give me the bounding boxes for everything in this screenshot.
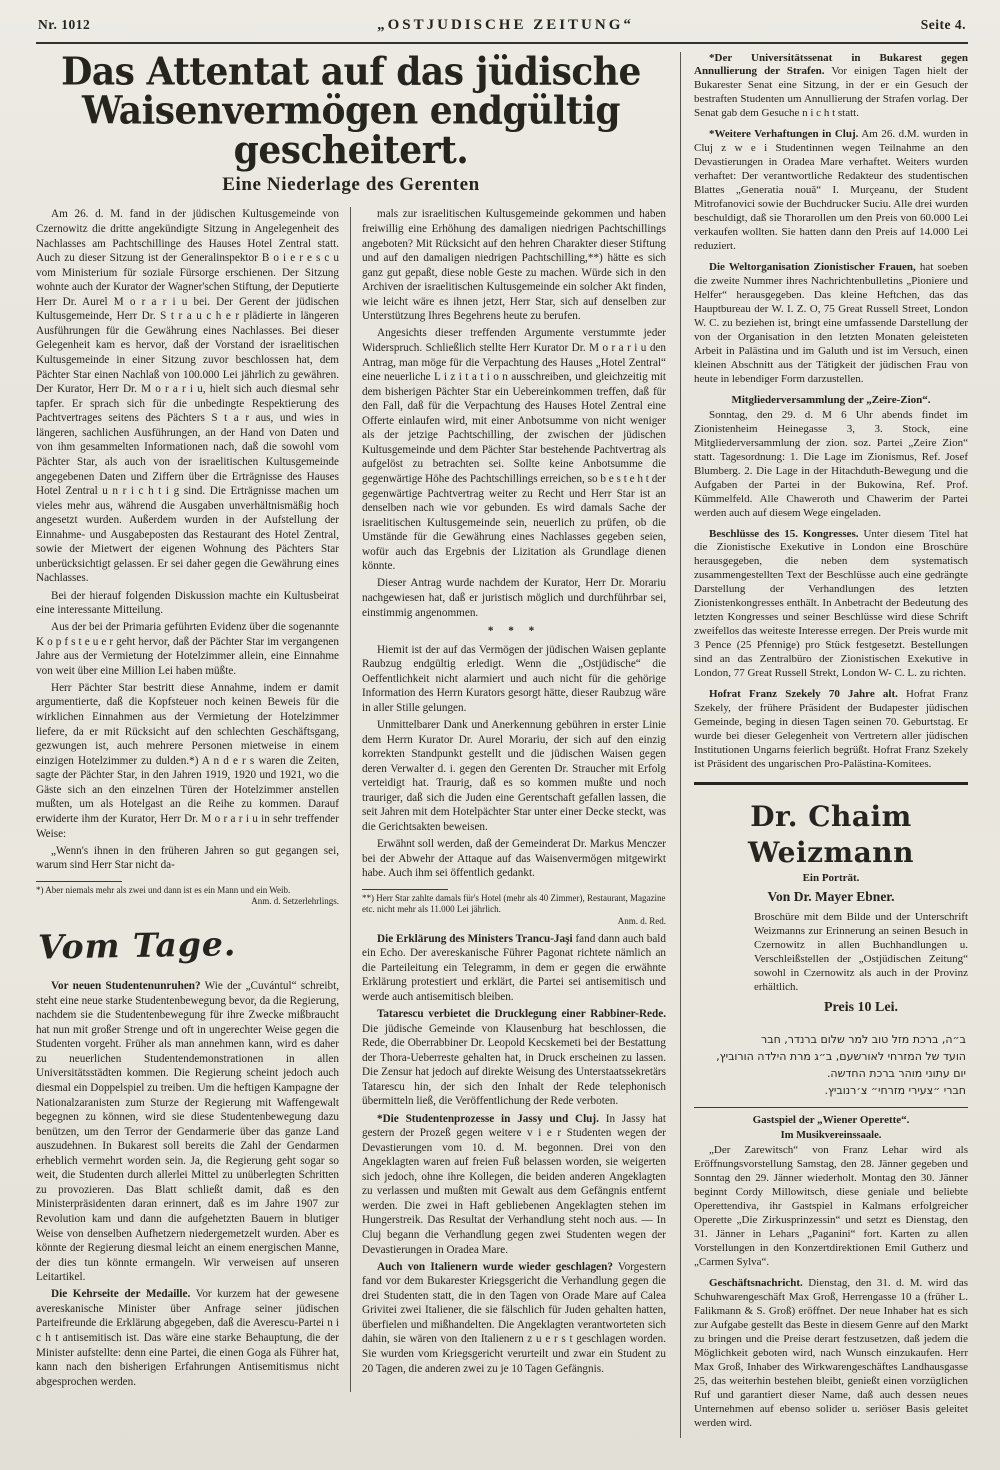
article-body bbox=[694, 128, 968, 254]
news-item bbox=[694, 528, 968, 682]
vom-tage-title: Vom Tage. bbox=[37, 924, 237, 967]
column-2 bbox=[351, 207, 666, 1391]
paragraph-text: Die jüdische Gemeinde von Klausenburg hat beschlossen, die Rede, die Oberrabbiner Dr. Leopold Kecskemeti bei der Bestattung der Thora-Ueberreste gehalten hat, in Druck erscheinen zu lassen. Die Zensur hat jedoch auf direkte Weisung des Unterstaatssekretärs Tatarescu hin, der sich den Inhalt der Rede telephonisch übermitteln ließ, die Veröffentlichung der Rede verboten. bbox=[362, 1022, 666, 1108]
article-lead: *Weitere Verhaftungen in Cluj. bbox=[709, 128, 859, 141]
paragraph-lead: Die Erklärung des Ministers Trancu-Jaşi bbox=[377, 932, 573, 945]
right-column-articles bbox=[694, 52, 968, 772]
sub-headline: Eine Niederlage des Gerenten bbox=[222, 173, 480, 195]
paragraph bbox=[362, 1260, 666, 1377]
main-headline: Das Attentat auf das jüdische Waisenvermögen endgültig gescheitert. bbox=[61, 48, 641, 173]
paragraph bbox=[362, 576, 666, 620]
paragraph-text: Aus der bei der Primaria geführten Evidenz über die sogenannte K o p f s t e u e r geht hervor, daß der Pächter Star im vergangenen Jahre aus der Vermietung der Hotelzimmer allein, eine Einnahme von weit über eine Million Lei haben müßte. bbox=[36, 621, 339, 677]
paragraph-text: Dieser Antrag wurde nachdem der Kurator, Herr Dr. Morariu nachgewiesen hat, daß er juristisch möglich und durchführbar sei, einstimmig angenommen. bbox=[362, 577, 666, 619]
paragraph-text: In Jassy hat gestern der Prozeß gegen weitere v i e r Studenten wegen der Devastierungen vom 10. d. M. begonnen. Drei von den Angeklagten waren auf freien Fuß belassen worden, sie weigerten sich jedoch, ohne ihre Kollegen, die beiden anderen Angeklagten zu verlassen und mußten mit Gewalt aus dem Gefängnis entfernt werden. Die zwei in Haft gebliebenen Angeklagten stehen im Hungerstreik. Das Resultat der Verhandlung steht noch aus. — In Cluj begann die Verhandlung gegen zwei Studenten wegen der Devastierungen in Oradea Mare. bbox=[362, 1112, 666, 1256]
paragraph-lead: Auch von Italienern wurde wieder geschlagen? bbox=[377, 1260, 613, 1273]
page-content bbox=[36, 44, 968, 1438]
footnote-attribution: Anm. d. Red. bbox=[617, 916, 666, 927]
article-body bbox=[694, 261, 968, 387]
paragraph bbox=[362, 932, 666, 1005]
article-lead: Geschäftsnachricht. bbox=[709, 1276, 803, 1289]
news-item bbox=[694, 261, 968, 387]
paragraph-lead: Vor neuen Studentenunruhen? bbox=[51, 980, 201, 992]
footnote-col1 bbox=[36, 881, 339, 908]
ad-body: Broschüre mit dem Bilde und der Unterschrift Weizmanns zur Erinnerung an seinen Besuch in Czernowitz in allen Buchhandlungen u. Verschleißstellen der „Ostjüdischen Zeitung“ sowohl in Czernowitz als auch in der Provinz erhältlich. bbox=[754, 911, 968, 994]
article-body bbox=[694, 528, 968, 682]
column-1 bbox=[36, 207, 351, 1391]
ad-title: Dr. Chaim Weizmann bbox=[748, 799, 914, 869]
paragraph-text: Angesichts dieser treffenden Argumente verstummte jeder Widerspruch. Schließlich stellte Herr Kurator Dr. M o r a r i u den Antrag, man möge für die Verpachtung des Hauses „Hotel Zentral“ eine neuerliche L i z i t a t i o n ausschreiben, und gleichzeitig mit dem bisherigen Pächter Star ein Uebereinkommen treffen, daß für den Fall, daß für die Verpachtung des Hauses Hotel Zentral eine Offerte einlaufen wird, mit einer Anbotsumme von nicht weniger als der jetzige Pachtschilling, der zwischen der jüdischen Kultusgemeinde und dem Pächter Star bestehende Pachtvertrag als aufgelöst zu betrachten sei. Sollte keine Anbotsumme die gegenwärtige Höhe des Pachtschillings erreichen, so b e s t e h t der gegenwärtige Pachtvertrag weiter zu Recht und Herr Star ist an denselben nach wie vor gebunden. Es wird damals Sache der israelitischen Kultusgemeinde sein, neuerlich zu prüfen, ob die Umstände für die Gewährung eines Nachlasses gegeben seien, wofür auch das Ergebnis der Lizitation als Grundlage dienen könnte. bbox=[362, 327, 666, 573]
article-text: hat soeben die zweite Nummer ihres Nachrichtenbulletins „Pioniere und Helfer“ herausgegeben. Das kleine Heftchen, das das Hauptbureau der W. I. Z. O, 75 Great Russell Street, London W. C. zu beziehen ist, bringt eine umfassende Darstellung der von der Organisation in den letzten Monaten geleisteten Arbeit in Palästina und im Galuth und ist im Versuch, einen kleinen Abschnitt aus der Tätigkeit der jüdischen Frau von heute in lebendiger Form darzustellen. bbox=[694, 261, 968, 385]
article-text: „Der Zarewitsch“ von Franz Lehar wird als Eröffnungsvorstellung Samstag, den 28. Jänner gegeben und Sonntag den 29. Jänner wiederholt. Montag den 30. Jänner beginnt Cordy Millowitsch, diese geniale und beliebte Operettendiva, ihr Gastspiel in Kalmans erfolgreicher Operette „Die Zirkusprinzessin“ und setzt es Dienstag, den 31. Jänner in Lehars „Paganini“ fort. Karten zu allen Vorstellungen in den Konzertdirektionen Emil Gutherz und „Carmen Sylva“. bbox=[694, 1144, 968, 1268]
paragraph bbox=[36, 681, 339, 841]
right-column-bottom-articles bbox=[694, 1114, 968, 1431]
article-text: Am 26. d.M. wurden in Cluj z w e i Studentinnen wegen Teilnahme an den Devastierungen in Oradea Mare verhaftet. Weiters wurden verhaftet: Der verantwortliche Redakteur des studentischen Blattes „Generatia nouă“ I. Murçeanu, der Student Mitrofanovici sowie der Buchdrucker Suciu. Alle drei wurden beschuldigt, daß sie Thorarollen um den Preis von 60.000 Lei verkaufen wollten. Sie hatten dann den Preis auf 14.000 Lei reduziert. bbox=[694, 128, 968, 253]
paragraph bbox=[36, 620, 339, 678]
article-text: Hofrat Franz Szekely, der frühere Präsident der Budapester jüdischen Gemeinde, beging in diesen Tagen seinen 70. Geburtstag. Er wurde bei dieser Gelegenheit von Vertretern aller jüdischen Institutionen Ungarns feierlich begrüßt. Hofrat Franz Szekely ist Präsident des ungarischen Pro-Palästina-Komitees. bbox=[694, 688, 968, 770]
paragraph-text: Am 26. d. M. fand in der jüdischen Kultusgemeinde von Czernowitz die dritte angekündigte Sitzung in Angelegenheit des Nachlasses am Pachtschillinge des Hauses Hotel Zentral statt. Auch zu dieser Sitzung ist der Generalinspektor B o i e r e s c u vom Ministerium für soziale Fürsorge erschienen. Der Sitzung wohnte auch der Kurator der Wagner'schen Stiftung, der Deputierte Herr Dr. Aurel M o r a r i u bei. Der Gerent der jüdischen Kultusgemeinde, Herr Dr. S t r a u c h e r plädierte in längeren Ausführungen für die Gewährung eines Nachlasses. Bei dieser Gelegenheit kam es hervor, daß der Vorstand der israelitischen Kultusgemeinde in einer Sitzung zuvor beschlossen hat, dem Pächter Star einen Nachlaß von 100.000 Lei jährlich zu gewähren. Der Kurator, Herr Dr. M o r a r i u, hielt sich auch diesmal sehr tapfer. Er sprach sich für die unbedingte Respektierung des Pachtvertrages seitens des Pächters S t a r aus, und wies in längeren, sachlichen Ausführungen, an der Hand von Daten und von ihm gesammelten Informationen nach, daß die sowohl vom Pächter Star, als auch von der israelitischen Kultusgemeinde angegebenen Daten und Ziffern über die Erträgnisse des Hauses Hotel Zentral u n r i c h t i g sind. Die Erträgnisse machen um vieles mehr aus, während die Ausgaben unverhältnismäßig hoch angesetzt wurden. Außerdem wurden in der Aufstellung der Einnahme- und Ausgabeposten das Restaurant des Hotel Zentral, sowie der Mietwert der eigenen Wohnung des Pächters Star unberücksichtigt gelassen. Er sei daher gegen die Gewährung eines Nachlasses. bbox=[36, 208, 339, 585]
paragraph bbox=[36, 844, 339, 873]
article-lead: Beschlüsse des 15. Kongresses. bbox=[709, 527, 859, 540]
paragraph-text: Unmittelbarer Dank und Anerkennung gebühren in erster Linie dem Herrn Kurator Dr. Aurel Morariu, der sich auf den einzig korrekten Standpunkt gestellt und die jüdischen Waisen gegen deren Verwalter d. i. gegen den Gerenten Dr. Straucher mit Erfolg verteidigt hat. Traurig, daß es so kommen mußte und noch trauriger, daß sich die Juden eine Gerentschaft gefallen lassen, die seit Jahren mit dem Hotelpächter Star unter einer Decke steckt, was die Gerichtsakten beweisen. bbox=[362, 719, 666, 833]
news-item bbox=[694, 128, 968, 254]
article-lead: Hofrat Franz Szekely 70 Jahre alt. bbox=[709, 688, 898, 701]
paragraph bbox=[362, 1112, 666, 1258]
paragraph bbox=[362, 837, 666, 881]
footnote-text: **) Herr Star zahlte damals für's Hotel (mehr als 40 Zimmer), Restaurant, Magazine etc. nicht mehr als 11.000 Lei jährlich. bbox=[362, 892, 666, 915]
paragraph-text: Hiemit ist der auf das Vermögen der jüdischen Waisen geplante Raubzug endgültig erledigt. Wenn die „Ostjüdische“ die Oeffentlichkeit nicht alarmiert und auch nicht für die gehörige Information des Herrn Kurators gesorgt hätte, dieser Raubzug wäre in aller Stille gelungen. bbox=[362, 643, 666, 714]
news-item bbox=[694, 394, 968, 521]
paragraph bbox=[362, 624, 666, 639]
article-body bbox=[694, 1144, 968, 1270]
paragraph-text: fand dann auch bald ein Echo. Der avereskanische Führer Pagonat richtete nämlich an die Parteileitung ein Telegramm, in dem er gegen die erwähnte Erklärung protestiert und erklärt, die Partei sei antisemitisch und werde auch antisemitisch bleiben. bbox=[362, 932, 666, 1004]
article-body bbox=[694, 409, 968, 521]
paragraph bbox=[36, 1287, 339, 1389]
paragraph-text: Herr Pächter Star bestritt diese Annahme, indem er damit argumentierte, daß die Kopfsteuer noch keinen Beweis für die wirklichen Einnahmen aus der Vermietung der Hotelzimmer liefere, da er mit Rücksicht auf den schlechten Geschäftsgang, gezwungen ist, auch mehrere Personen mietweise in einem einzigen Hotelzimmer zu dulden.*) A n d e r s waren die Zeiten, sagte der Pächter Star, in den Jahren 1919, 1920 und 1921, wo die Gäste sich an den einzelnen Türen der Hotelzimmer anstellen mußten, um als Hotelgast an die Reihe zu kommen. Darauf erwiderte ihm der Kurator, Herr Dr. M o r a r i u in sehr treffender Weise: bbox=[36, 681, 339, 840]
article-text: Dienstag, den 31. d. M. wird das Schuhwarengeschäft Max Groß, Herrengasse 10 a (früher L. Falikmann & S. Groß) eröffnet. Der neue Inhaber hat es sich zur Aufgabe gestellt das Beste in diesem Genre auf den Markt zu bringen und die Preise derart festzusetzen, daß jedem die Möglichkeit geboten wird, nach Wunsch einzukaufen. Herr Max Groß, Inhaber des Wirkwarengeschäftes Landhausgasse 25, das weiterhin bestehen bleibt, genießt einen vorzüglichen Ruf und garantiert dieser Name, daß auch dessen neues Unternehmen auf ebenso solider u. seriöser Basis geleitet werden wird. bbox=[694, 1276, 968, 1429]
paragraph-text: „Wenn's ihnen in den früheren Jahren so gut gegangen sei, warum sind Herr Star nicht da- bbox=[36, 844, 339, 872]
article-heading: Mitgliederversammlung der „Zeire-Zion“. bbox=[731, 393, 931, 406]
paragraph-lead: *Die Studentenprozesse in Jassy und Cluj. bbox=[377, 1112, 599, 1125]
news-item bbox=[694, 1277, 968, 1431]
two-column-body bbox=[36, 207, 666, 1391]
article-lead: *Der Universitätssenat in Bukarest gegen Annullierung der Strafen. bbox=[694, 51, 968, 78]
hebrew-line: חברי ״צעירי מזרחי״ צ׳רנוביץ. bbox=[824, 1083, 966, 1097]
hebrew-line: הועד של המזרחי לאורשעם, ב״ג מרת הילדה הורוביץ, bbox=[716, 1049, 966, 1063]
ad-price: Preis 10 Lei. bbox=[823, 999, 898, 1015]
paper-title: „OSTJUDISCHE ZEITUNG“ bbox=[377, 17, 634, 33]
news-item bbox=[694, 688, 968, 772]
masthead bbox=[36, 14, 968, 44]
ad-author: Von Dr. Mayer Ebner. bbox=[767, 889, 895, 905]
page-number: Seite 4. bbox=[920, 17, 966, 32]
paragraph-lead: Tatarescu verbietet die Drucklegung einer Rabbiner-Rede. bbox=[377, 1008, 666, 1021]
paragraph bbox=[362, 1007, 666, 1109]
paragraph-text: mals zur israelitischen Kultusgemeinde gekommen und haben freiwillig eine Erhöhung des damaligen niedrigen Pachtschillings angeboten? Mit Rücksicht auf den hehren Charakter dieser Stiftung und auf den damaligen niedrigen Pachtschilling,**) hätte es sich ganz gut gepaßt, diese noble Geste zu machen. Würde sich in den Archiven der israelitischen Kultusgemeinde ein solcher Akt finden, wie leicht wäre es ihnen jetzt, Herr Star, sich auf denselben zur Unterstützung Ihres Begehrens heute zu berufen. bbox=[362, 208, 666, 323]
article-body bbox=[694, 52, 968, 122]
article-text: Unter diesem Titel hat die Zionistische Exekutive in London eine Broschüre herausgegeben, die neben dem systematisch zusammengestellten Text der Beschlüsse auch eine gedrängte Darstellung der Verhandlungen des letzten Zionistenkongresses enthält. In Anbetracht der Bedeutung des letzten Kongresses und seiner Beschlüsse wird diese Schrift zweifellos das weiteste Interesse erregen. Der Preis wurde mit 3 Pence (25 Pfennige) pro Stück festgesetzt. Bestellungen sind an das Zentralbüro der Zionistischen Exekutive in London, 77 Great Russell Strekt, London W- C. L. zu richten. bbox=[694, 527, 968, 680]
article-heading: Gastspiel der „Wiener Operette“. bbox=[752, 1113, 910, 1126]
article-subheading: Im Musikvereinssaale. bbox=[780, 1129, 882, 1141]
footnote-col2 bbox=[362, 889, 666, 928]
article-lead: Die Weltorganisation Zionistischer Frauen, bbox=[709, 261, 916, 274]
lead-article-col1 bbox=[36, 207, 339, 872]
article-text: Vor einigen Tagen hielt der Bukarester Senat eine Sitzung, in der er ein Gesuch der bestraften Studenten um Annullierung der Strafen vorlag. Der Senat gab dem Gesuche n i c h t statt. bbox=[694, 65, 968, 120]
paragraph-text: Wie der „Cuvántul“ schreibt, steht eine neue starke Studentenbewegung bevor, da die Regierung, nachdem sie die Studentenbewegung für ihre Zwecke mißbraucht hat nun mit großer Strenge und oft in ungerechter Weise gegen die Studenten vorgeht. Früher als man annehmen kann, wird es daher zu neuerlichen Studentendemonstrationen in allen Universitätsstädten kommen. Die Regierung scheint jedoch auch diesmal ein Doppelspiel zu treiben. Um die heftigen Kampagne der Nationalzaranisten zum Sturze der Regierung mit Waffengewalt begegnen zu können, wird sie diese Studentenbewegung dazu benützen, um den Terror der Gendarmerie über das ganze Land auszudehnen. In Bukarest soll bereits die Zahl der Gendarmen erheblich vermehrt worden sein. Ja, die Regierung geht sogar so weit, die Studenten durch allerlei Mittel zu unüberlegten Schritten zu provozieren. Das Blatt schließt damit, daß es den Ministerpräsidenten daran erinnert, daß es im Jahre 1907 zur Revolution kam und dann die aufgehetzten Bauern in blutiger Weise von denselben Aufhetzern niedergemetzelt wurden. Aber es könnte der Regierung diesmal leicht an einem energischen Manne, der dies tun könnte ermangeln. Wir verweisen auf unseren Leitartikel. bbox=[36, 980, 339, 1284]
divider-thick bbox=[694, 782, 968, 785]
hebrew-line: ב״ה, ברכת מזל טוב למר שלום ברנדר, חבר bbox=[761, 1032, 966, 1046]
divider-thin bbox=[694, 1107, 968, 1108]
news-item bbox=[694, 52, 968, 122]
paragraph-text: Bei der hierauf folgenden Diskussion machte ein Kultusbeirat eine interessante Mitteilung. bbox=[36, 589, 339, 617]
footnote-text: *) Aber niemals mehr als zwei und dann ist es ein Mann und ein Weib. bbox=[36, 884, 291, 895]
paragraph-text: Vorgestern fand vor dem Bukarester Kriegsgericht die Verhandlung gegen die drei Studenten statt, die in den Tagen von Orade Mare auf Calea Grivitei zwei Italiener, die sie fälschlich für Juden gehalten hatten, überfielen und mißhandelten. Die Angeklagten verantworteten sich dahin, sie wären von den Italienern z u e r s t geschlagen worden. Sie wurden vom Kriegsgericht verurteilt und zwar ein Student zu 20 Tagen, die anderen zwei zu je 10 Tagen Gefängnis. bbox=[362, 1260, 666, 1375]
paragraph bbox=[362, 326, 666, 574]
paragraph-lead: Die Kehrseite der Medaille. bbox=[51, 1288, 191, 1301]
issue-number: Nr. 1012 bbox=[38, 17, 91, 32]
footnote-attribution: Anm. d. Setzerlehrlings. bbox=[251, 896, 339, 907]
weizmann-ad bbox=[694, 787, 968, 1021]
lead-article-zone bbox=[36, 48, 666, 1438]
paragraph-text: Vor kurzem hat der gewesene avereskanische Minister über Anfrage seiner jüdischen Parteifreunde die Erklärung abgegeben, daß die Averescu-Partei n i c h t antisemitisch ist. Das wäre eine starke Behauptung, die der Minister aufstellte: denn eine Partei, die einen Goga als Führer hat, kann nach den bisherigen Erfahrungen Antisemitismus nicht abgesprochen werden. bbox=[36, 1288, 339, 1388]
article-body bbox=[694, 688, 968, 772]
paragraph bbox=[36, 207, 339, 586]
paragraph bbox=[36, 589, 339, 618]
vom-tage-section bbox=[36, 979, 339, 1389]
column-2-news-section bbox=[362, 932, 666, 1376]
article-body bbox=[694, 1277, 968, 1431]
paragraph bbox=[36, 979, 339, 1285]
paragraph-text: Erwähnt soll werden, daß der Gemeinderat Dr. Markus Menczer bei der Abwehr der Attaque auf das Waisenvermögen mitgewirkt habe. Auch ihm sei öffentlich gedankt. bbox=[362, 838, 666, 880]
hebrew-line: יום עתוני מוהר ברכת החדשה. bbox=[826, 1066, 966, 1080]
lead-article-col2 bbox=[362, 207, 666, 880]
news-item bbox=[694, 1114, 968, 1270]
article-text: Sonntag, den 29. d. M 6 Uhr abends findet im Zionistenheim Heinegasse 3, 3. Stock, eine Mitgliederversammlung der zion. soz. Partei „Zeire Zion“ statt. Tagesordnung: 1. Die Lage im Zionismus, Ref. Josef Blumberg. 2. Die Lage in der Hitachduth-Bewegung und die Aufgaben der Partei in der Bukowina, Ref. Prof. Kümmelfeld. Alle Chaweroth und Chawerim der Partei werden auch auf diesem Wege eingeladen. bbox=[694, 408, 968, 519]
paragraph-text: * * * bbox=[487, 625, 541, 638]
ad-subtitle: Ein Porträt. bbox=[802, 872, 860, 885]
hebrew-notice bbox=[696, 1031, 966, 1099]
paragraph bbox=[362, 207, 666, 324]
paragraph bbox=[362, 718, 666, 835]
paragraph bbox=[362, 643, 666, 716]
column-3 bbox=[680, 52, 968, 1438]
